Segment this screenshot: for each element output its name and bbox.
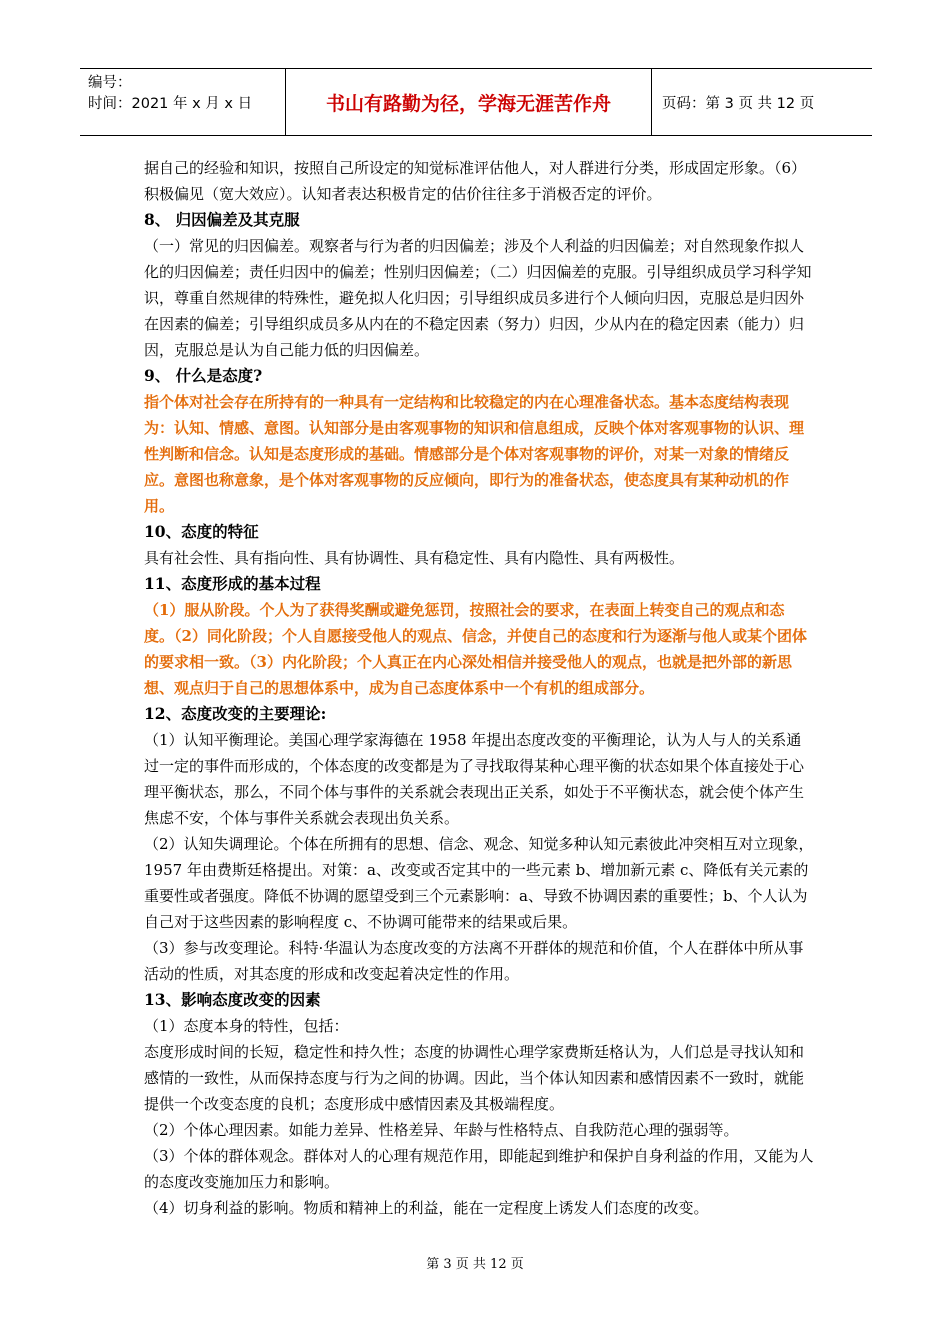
highlighted-paragraph: （1）服从阶段。个人为了获得奖酬或避免惩罚，按照社会的要求，在表面上转变自己的观点和态度。（2）同化阶段；个人自愿接受他人的观点、信念，并使自己的态度和行为逐渐与他人或某个团体的要求相一致。（3）内化阶段；个人真正在内心深处相信并接受他人的观点，也就是把外部的新思想、观点归于自己的思想体系中，成为自己态度体系中一个有机的组成部分。: [144, 601, 807, 697]
highlighted-paragraph: 指个体对社会存在所持有的一种具有一定结构和比较稳定的内在心理准备状态。基本态度结构表现为：认知、情感、意图。认知部分是由客观事物的知识和信息组成，反映个体对客观事物的认识、理性判断和信念。认知是态度形成的基础。情感部分是个体对客观事物的评价，对某一对象的情绪反应。意图也称意象，是个体对客观事物的反应倾向，即行为的准备状态，使态度具有某种动机的作用。: [144, 393, 805, 515]
paragraph: （4）切身利益的影响。物质和精神上的利益，能在一定程度上诱发人们态度的改变。: [144, 1199, 709, 1217]
paragraph: （1）态度本身的特性，包括：: [144, 1017, 349, 1035]
date-line: 时间：2021 年 x 月 x 日: [88, 96, 253, 112]
section-heading: 9、 什么是态度?: [144, 366, 263, 385]
section-heading: 13、影响态度改变的因素: [144, 990, 321, 1009]
serial-label: 编号：: [88, 75, 132, 91]
paragraph: （2）认知失调理论。个体在所拥有的思想、信念、观念、知觉多种认知元素彼此冲突相互对立现象，1957 年由费斯廷格提出。对策：a、改变或否定其中的一些元素 b、增加新元素 c、降低有关元素的重要性或者强度。降低不协调的愿望受到三个元素影响：a、导致不协调因素的重要性；b、个人认为自己对于这些因素的影响程度 c、不协调可能带来的结果或后果。: [144, 835, 814, 931]
paragraph: （一）常见的归因偏差。观察者与行为者的归因偏差；涉及个人利益的归因偏差；对自然现象作拟人化的归因偏差；责任归因中的偏差；性别归因偏差；（二）归因偏差的克服。引导组织成员学习科学知识，尊重自然规律的特殊性，避免拟人化归因；引导组织成员多进行个人倾向归因，克服总是归因外在因素的偏差；引导组织成员多从内在的不稳定因素（努力）归因，少从内在的稳定因素（能力）归因，克服总是认为自己能力低的归因偏差。: [144, 237, 812, 359]
header-meta: [80, 69, 286, 135]
section-heading: 12、态度改变的主要理论:: [144, 704, 327, 723]
paragraph: 据自己的经验和知识，按照自己所设定的知觉标准评估他人，对人群进行分类，形成固定形象。（6）积极偏见（宽大效应）。认知者表达积极肯定的估价往往多于消极否定的评价。: [144, 159, 807, 203]
paragraph: （1）认知平衡理论。美国心理学家海德在 1958 年提出态度改变的平衡理论，认为人与人的关系通过一定的事件而形成的，个体态度的改变都是为了寻找取得某种心理平衡的状态如果个体直接处于心理平衡状态，那么，不同个体与事件的关系就会表现出正关系，如处于不平衡状态，就会使个体产生焦虑不安，个体与事件关系就会表现出负关系。: [144, 731, 805, 827]
section-heading: 10、态度的特征: [144, 522, 259, 541]
paragraph: 态度形成时间的长短，稳定性和持久性；态度的协调性心理学家费斯廷格认为，人们总是寻找认知和感情的一致性，从而保持态度与行为之间的协调。因此，当个体认知因素和感情因素不一致时，就能提供一个改变态度的良机；态度形成中感情因素及其极端程度。: [144, 1043, 805, 1113]
header-page-info: 页码：第 3 页 共 12 页: [662, 95, 815, 112]
paragraph: （2）个体心理因素。如能力差异、性格差异、年龄与性格特点、自我防范心理的强弱等。: [144, 1121, 739, 1139]
section-heading: 8、 归因偏差及其克服: [144, 210, 300, 229]
header-motto: 书山有路勤为径，学海无涯苦作舟: [286, 69, 652, 135]
page-header: [80, 68, 872, 136]
paragraph: （3）个体的群体观念。群体对人的心理有规范作用，即能起到维护和保护自身利益的作用，又能为人的态度改变施加压力和影响。: [144, 1147, 814, 1191]
page-footer: 第 3 页 共 12 页: [426, 1257, 524, 1272]
paragraph: （3）参与改变理论。科特·华温认为态度改变的方法离不开群体的规范和价值，个人在群体中所从事活动的性质，对其态度的形成和改变起着决定性的作用。: [144, 939, 804, 983]
section-heading: 11、态度形成的基本过程: [144, 574, 321, 593]
document-body: [144, 155, 814, 1221]
paragraph: 具有社会性、具有指向性、具有协调性、具有稳定性、具有内隐性、具有两极性。: [144, 549, 685, 567]
